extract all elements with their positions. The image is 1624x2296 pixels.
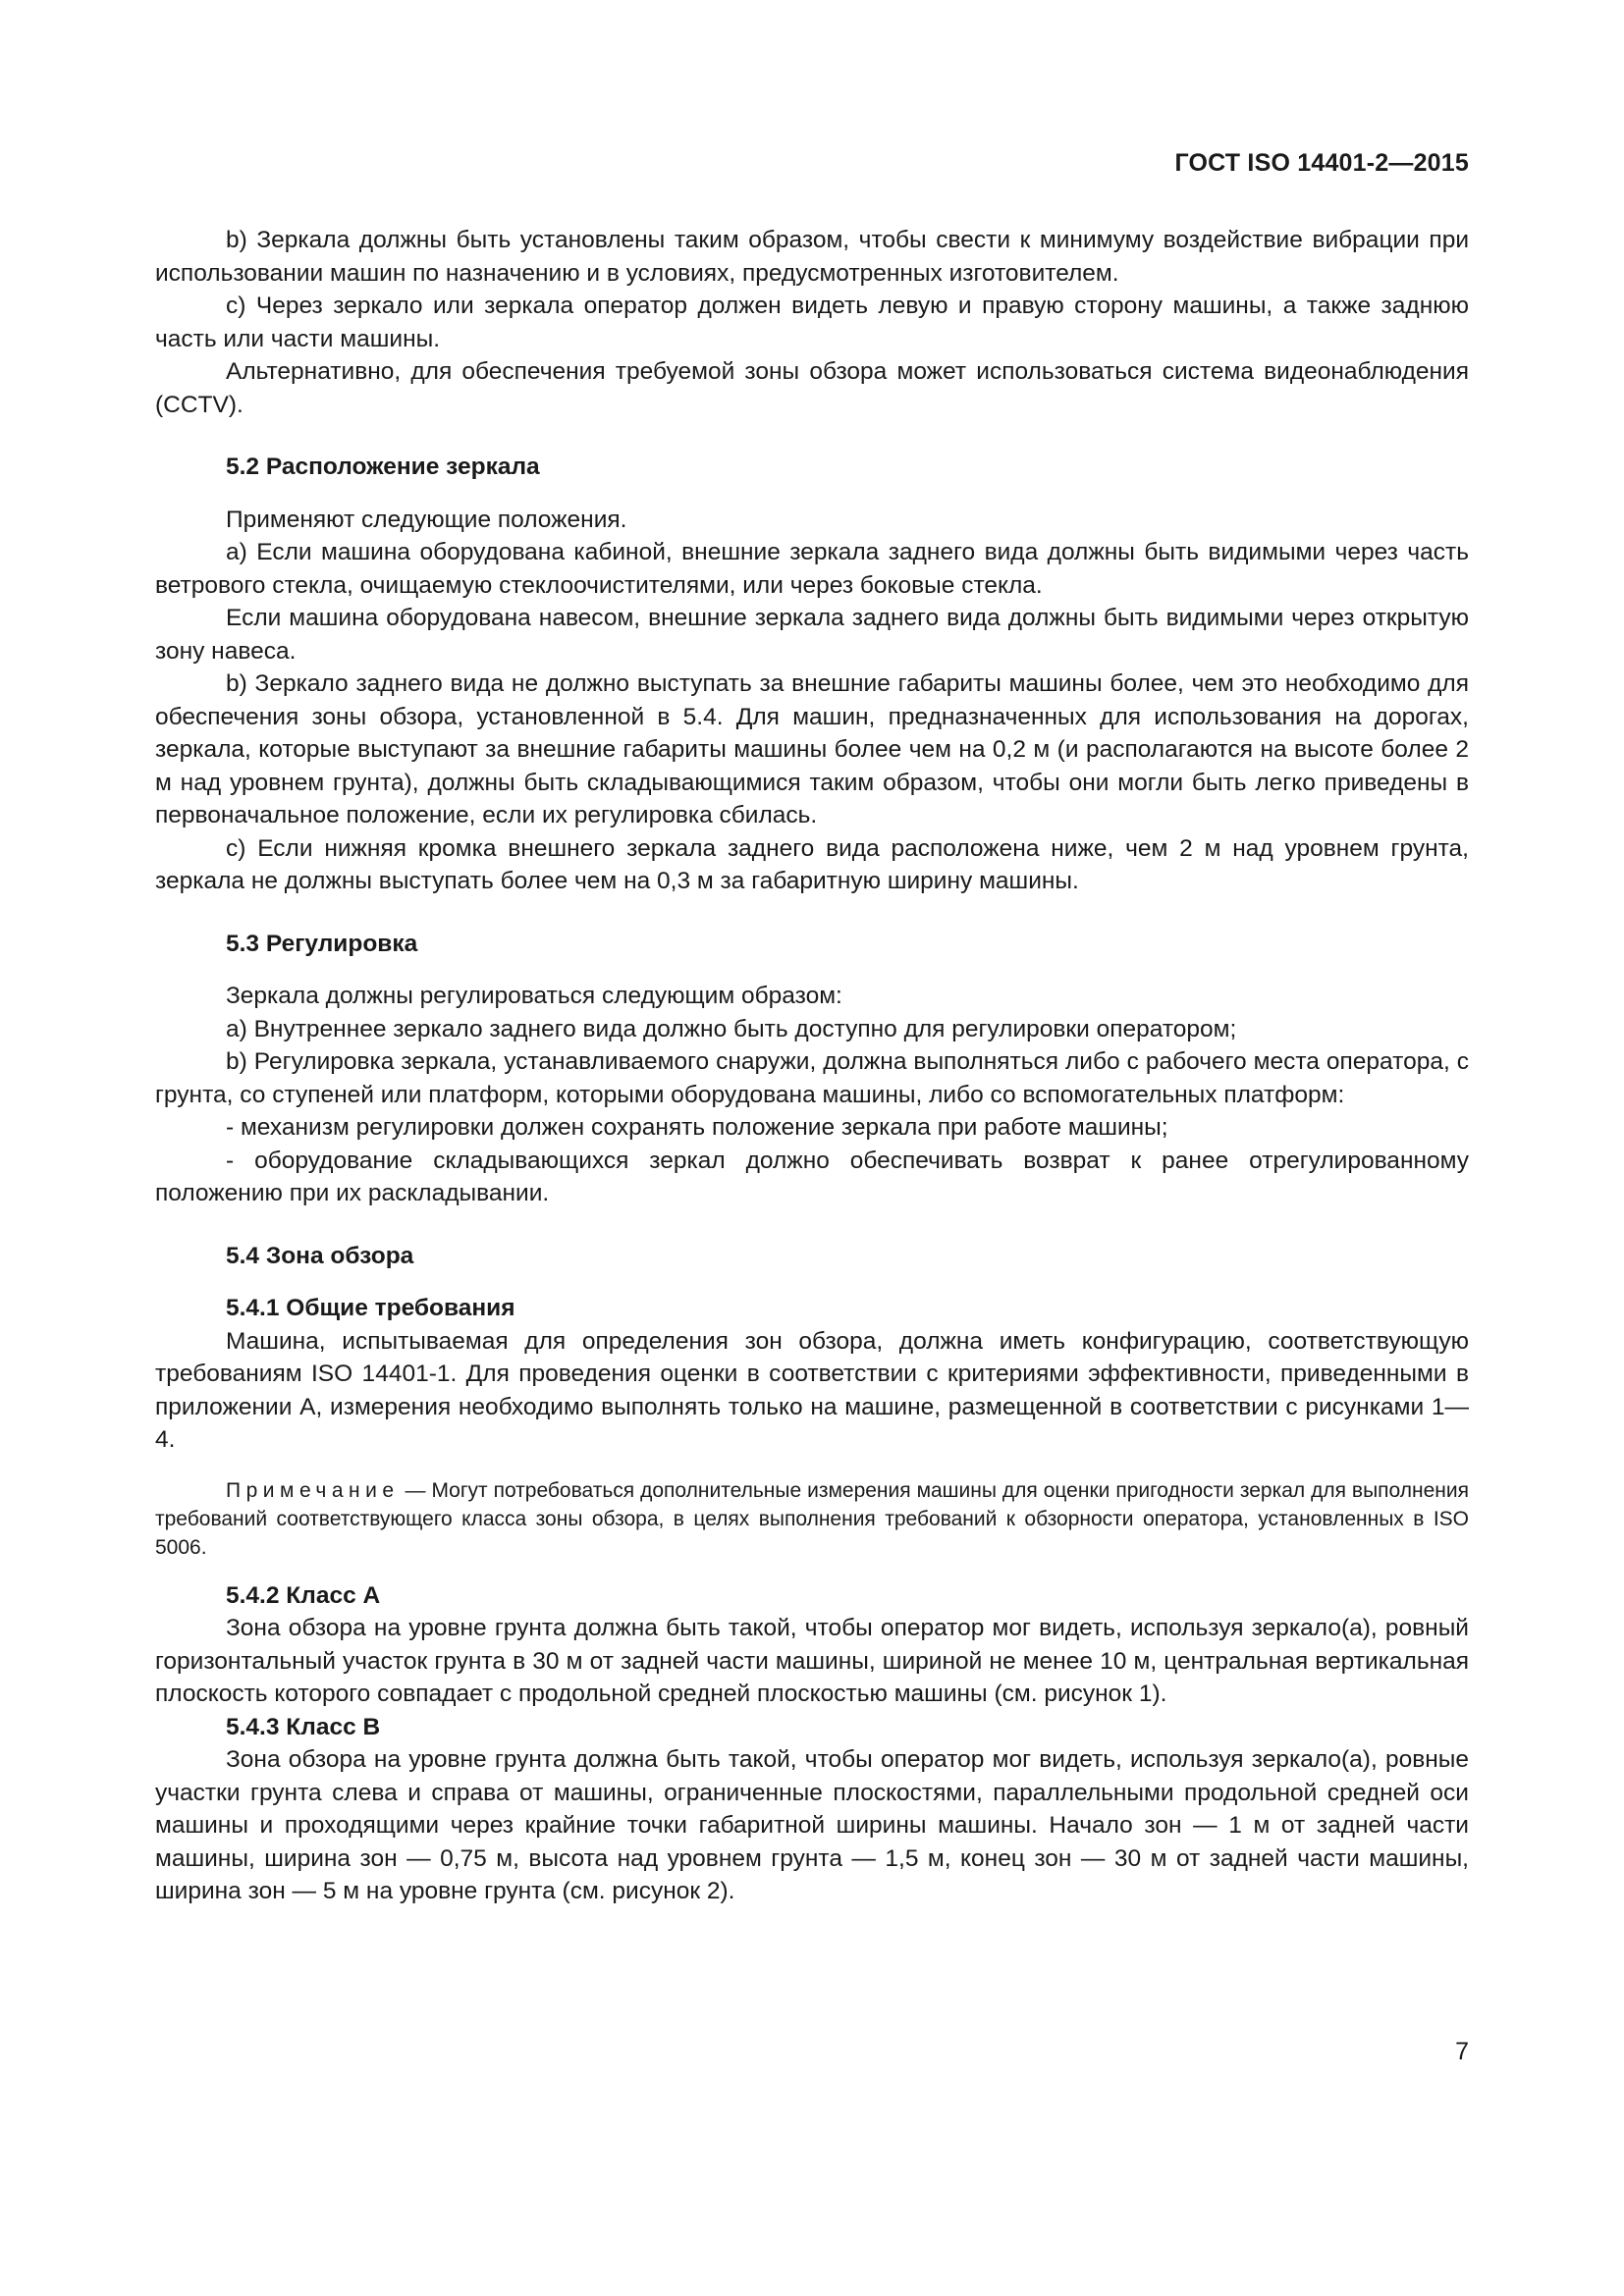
- paragraph-5-2-canopy: Если машина оборудована навесом, внешние зеркала заднего вида должны быть видимыми через открытую зону навеса.: [155, 605, 1469, 665]
- paragraph-5-3-intro: Зеркала должны регулироваться следующим образом:: [226, 983, 842, 1009]
- paragraph-5-3-b: b) Регулировка зеркала, устанавливаемого снаружи, должна выполняться либо с рабочего места оператора, с грунта, со ступеней или платформ, которыми оборудована машины, либо со вспомогательных платформ:: [155, 1048, 1469, 1108]
- document-body: [155, 224, 1469, 1908]
- paragraph-5-2-c: c) Если нижняя кромка внешнего зеркала заднего вида расположена ниже, чем 2 м над уровнем грунта, зеркала не должны выступать более чем на 0,3 м за габаритную ширину машины.: [155, 834, 1469, 894]
- paragraph-5-2-a: a) Если машина оборудована кабиной, внешние зеркала заднего вида должны быть видимыми через часть ветрового стекла, очищаемую стеклоочистителями, или через боковые стекла.: [155, 539, 1469, 599]
- section-heading-5-4: 5.4 Зона обзора: [226, 1242, 414, 1269]
- note-block: [155, 1476, 1469, 1562]
- list-item-5-3-mechanism: - механизм регулировки должен сохранять положение зеркала при работе машины;: [226, 1114, 1168, 1141]
- document-standard-header: ГОСТ ISO 14401-2—2015: [1174, 149, 1469, 177]
- section-heading-5-4-2: 5.4.2 Класс А: [226, 1581, 381, 1609]
- section-heading-5-3: 5.3 Регулировка: [226, 930, 418, 957]
- note-text: — Могут потребоваться дополнительные измерения машины для оценки пригодности зеркал для выполнения требований соответствующего класса зоны обзора, в целях выполнения требований к обзорности оператора, установленных в ISO 5006.: [155, 1478, 1469, 1559]
- page-number: 7: [1455, 2038, 1469, 2065]
- section-heading-5-4-3: 5.4.3 Класс В: [226, 1713, 381, 1740]
- paragraph-intro-c: c) Через зеркало или зеркала оператор должен видеть левую и правую сторону машины, а также заднюю часть или части машины.: [155, 293, 1469, 352]
- paragraph-5-3-a: a) Внутреннее зеркало заднего вида должно быть доступно для регулировки оператором;: [226, 1015, 1237, 1042]
- paragraph-intro-cctv: Альтернативно, для обеспечения требуемой зоны обзора может использоваться система видеонаблюдения (CCTV).: [155, 358, 1469, 418]
- paragraph-5-2-intro: Применяют следующие положения.: [226, 506, 627, 533]
- paragraph-5-4-1: Машина, испытываемая для определения зон обзора, должна иметь конфигурацию, соответствующую требованиям ISO 14401-1. Для проведения оценки в соответствии с критериями эффективности, приведенными в приложении А, измерения необходимо выполнять только на машине, размещенной в соответствии с рисунками 1—4.: [155, 1327, 1469, 1453]
- note-label: Примечание: [226, 1478, 400, 1502]
- paragraph-5-4-2: Зона обзора на уровне грунта должна быть такой, чтобы оператор мог видеть, используя зеркало(а), ровный горизонтальный участок грунта в 30 м от задней части машины, шириной не менее 10 м, центральная вертикальная плоскость которого совпадает с продольной средней плоскостью машины (см. рисунок 1).: [155, 1615, 1469, 1707]
- paragraph-intro-b: b) Зеркала должны быть установлены таким образом, чтобы свести к минимуму воздействие вибрации при использовании машин по назначению и в условиях, предусмотренных изготовителем.: [155, 227, 1469, 287]
- section-heading-5-4-1: 5.4.1 Общие требования: [226, 1295, 515, 1321]
- paragraph-5-2-b: b) Зеркало заднего вида не должно выступать за внешние габариты машины более, чем это необходимо для обеспечения зоны обзора, установленной в 5.4. Для машин, предназначенных для использования на дорогах, зеркала, которые выступают за внешние габариты машины более чем на 0,2 м (и располагаются на высоте более 2 м над уровнем грунта), должны быть складывающимися таким образом, чтобы они могли быть легко приведены в первоначальное положение, если их регулировка сбилась.: [155, 670, 1469, 828]
- paragraph-5-4-3: Зона обзора на уровне грунта должна быть такой, чтобы оператор мог видеть, используя зеркало(а), ровные участки грунта слева и справа от машины, ограниченные плоскостями, параллельными продольной средней оси машины и проходящими через крайние точки габаритной ширины машины. Начало зон — 1 м от задней части машины, ширина зон — 0,75 м, высота над уровнем грунта — 1,5 м, конец зон — 30 м от задней части машины, ширина зон — 5 м на уровне грунта (см. рисунок 2).: [155, 1746, 1469, 1904]
- section-heading-5-2: 5.2 Расположение зеркала: [226, 454, 540, 480]
- list-item-5-3-folding: - оборудование складывающихся зеркал должно обеспечивать возврат к ранее отрегулированному положению при их раскладывании.: [155, 1147, 1469, 1206]
